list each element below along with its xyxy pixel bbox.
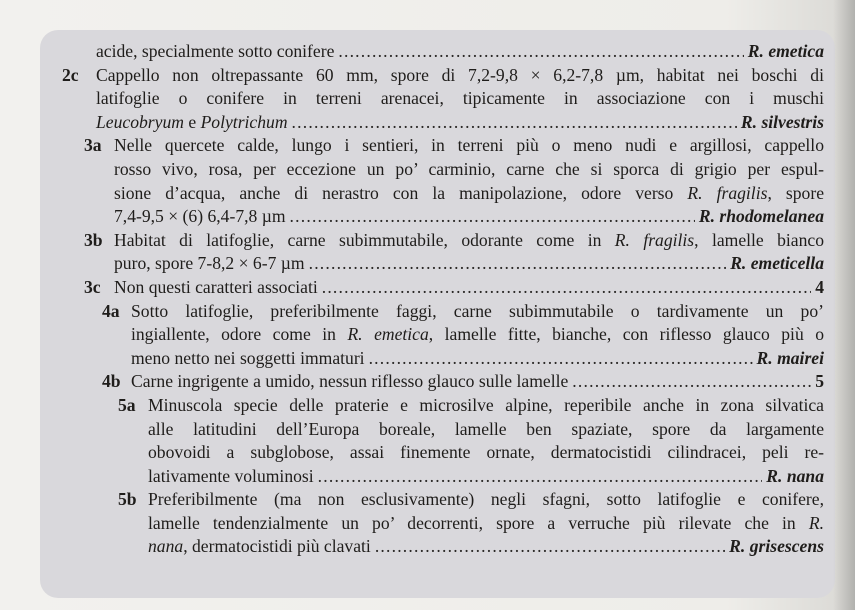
key-text-fragment: e — [183, 111, 201, 132]
key-text: Minuscola specie delle praterie e microsilve alpine, reperibile anche in zona silvatica — [148, 394, 824, 415]
key-text-fragment: , lamelle fitte, bianche, con riflesso glauco più o — [428, 324, 825, 345]
key-text — [96, 111, 288, 135]
key-line — [148, 418, 824, 442]
key-line — [114, 182, 824, 206]
key-entry-continuation — [0, 40, 855, 64]
key-text: lativamente voluminosi — [148, 465, 314, 486]
key-code: 5b — [118, 489, 137, 510]
key-code: 3a — [84, 135, 102, 156]
key-line — [148, 465, 824, 489]
key-entry-5b — [0, 488, 855, 559]
key-line — [131, 347, 824, 371]
key-code: 2c — [62, 64, 79, 85]
dot-leader — [292, 111, 737, 135]
next-step-number: 4 — [815, 276, 824, 297]
key-line — [114, 229, 824, 253]
key-entry-3b — [0, 229, 855, 276]
key-text — [131, 323, 824, 347]
species-result: R. silvestris — [740, 111, 824, 132]
key-line — [114, 205, 824, 229]
taxon-name: Polytrichum — [200, 111, 288, 132]
key-text: puro, spore 7-8,2 × 6-7 µm — [114, 253, 305, 274]
key-text: Cappello non oltrepassante 60 mm, spore di 7,2-9,8 × 6,2-7,8 µm, habitat nei boschi di — [96, 64, 824, 85]
key-entry-3a — [0, 134, 855, 228]
key-line — [114, 252, 824, 276]
key-text: Preferibilmente (ma non esclusivamente) negli sfagni, sotto latifoglie e conifere, — [148, 489, 824, 510]
key-text: 7,4-9,5 × (6) 6,4-7,8 µm — [114, 206, 286, 227]
species-result: R. rhodomelanea — [698, 206, 824, 227]
dot-leader — [318, 465, 763, 489]
species-result: R. emeticella — [730, 253, 824, 274]
key-line — [96, 64, 824, 88]
species-result: R. mairei — [756, 347, 824, 368]
key-code: 3c — [84, 276, 101, 297]
key-line — [96, 40, 824, 64]
key-line — [148, 488, 824, 512]
key-entry-4a — [0, 300, 855, 371]
key-text: obovoidi a subglobose, assai finemente ornate, dermatocistidi cilindracei, peli re- — [148, 442, 824, 463]
key-text-fragment: , lamelle bianco — [694, 229, 824, 250]
identification-key — [0, 40, 855, 559]
dot-leader — [309, 252, 727, 276]
key-text — [148, 535, 371, 559]
key-line — [148, 535, 824, 559]
key-text: latifoglie o conifere in terreni arenacei, tipicamente in associazione con i muschi — [96, 88, 824, 109]
key-text: meno netto nei soggetti immaturi — [131, 347, 365, 368]
key-code: 3b — [84, 229, 103, 250]
taxon-name: Leucobryum — [96, 111, 184, 132]
key-code: 4b — [102, 371, 121, 392]
key-entry-2c — [0, 64, 855, 135]
key-text: Sotto latifoglie, preferibilmente faggi, carne subimmutabile o tardivamente un po’ — [131, 300, 824, 321]
key-line — [148, 512, 824, 536]
key-text-fragment: , spore — [767, 182, 825, 203]
key-line — [114, 158, 824, 182]
species-result: R. nana — [766, 465, 824, 486]
key-line — [148, 441, 824, 465]
taxon-name: R. — [808, 512, 824, 533]
key-text: Non questi caratteri associati — [114, 276, 318, 297]
key-text — [114, 229, 824, 253]
dot-leader — [338, 40, 743, 64]
key-text: alle latitudini dell’Europa boreale, lamelle ben spaziate, spore da largamente — [148, 418, 824, 439]
key-line — [148, 394, 824, 418]
key-entry-4b — [0, 370, 855, 394]
key-text — [114, 182, 824, 206]
key-line — [131, 370, 824, 394]
species-result: R. emetica — [747, 41, 824, 61]
key-line — [131, 300, 824, 324]
taxon-name: R. fragilis — [614, 229, 695, 250]
taxon-name: R. emetica — [347, 324, 429, 345]
key-text-fragment: Habitat di latifoglie, carne subimmutabile, odorante come in — [114, 229, 615, 250]
key-line — [131, 323, 824, 347]
dot-leader — [290, 205, 695, 229]
dot-leader — [322, 276, 811, 300]
key-text: rosso vivo, rosa, per eccezione un po’ carminio, carne che si sporca di grigio per espul- — [114, 158, 824, 179]
key-text-fragment: sione d’acqua, anche di nerastro con la manipolazione, odore verso — [114, 182, 688, 203]
taxon-name: nana — [148, 536, 184, 557]
key-entry-3c — [0, 276, 855, 300]
dot-leader — [375, 535, 725, 559]
key-text: acide, specialmente sotto conifere — [96, 41, 335, 61]
key-text-fragment: lamelle tendenzialmente un po’ decorrenti, spore a verruche più rilevate che in — [148, 512, 809, 533]
key-line — [96, 111, 824, 135]
key-text-fragment: ingiallente, odore come in — [131, 324, 348, 345]
key-code: 4a — [102, 300, 120, 321]
key-text — [148, 512, 824, 536]
next-step-number: 5 — [815, 371, 824, 392]
key-text-fragment: , dermatocistidi più clavati — [183, 536, 371, 557]
key-line — [96, 87, 824, 111]
key-text: Nelle quercete calde, lungo i sentieri, in terreni più o meno nudi e argillosi, cappello — [114, 135, 824, 156]
key-code: 5a — [118, 394, 136, 415]
dot-leader — [572, 370, 811, 394]
taxon-name: R. fragilis — [687, 182, 768, 203]
key-entry-5a — [0, 394, 855, 488]
key-line — [114, 276, 824, 300]
key-line — [114, 134, 824, 158]
dot-leader — [369, 347, 753, 371]
species-result: R. grisescens — [729, 536, 824, 557]
key-text: Carne ingrigente a umido, nessun riflesso glauco sulle lamelle — [131, 371, 569, 392]
